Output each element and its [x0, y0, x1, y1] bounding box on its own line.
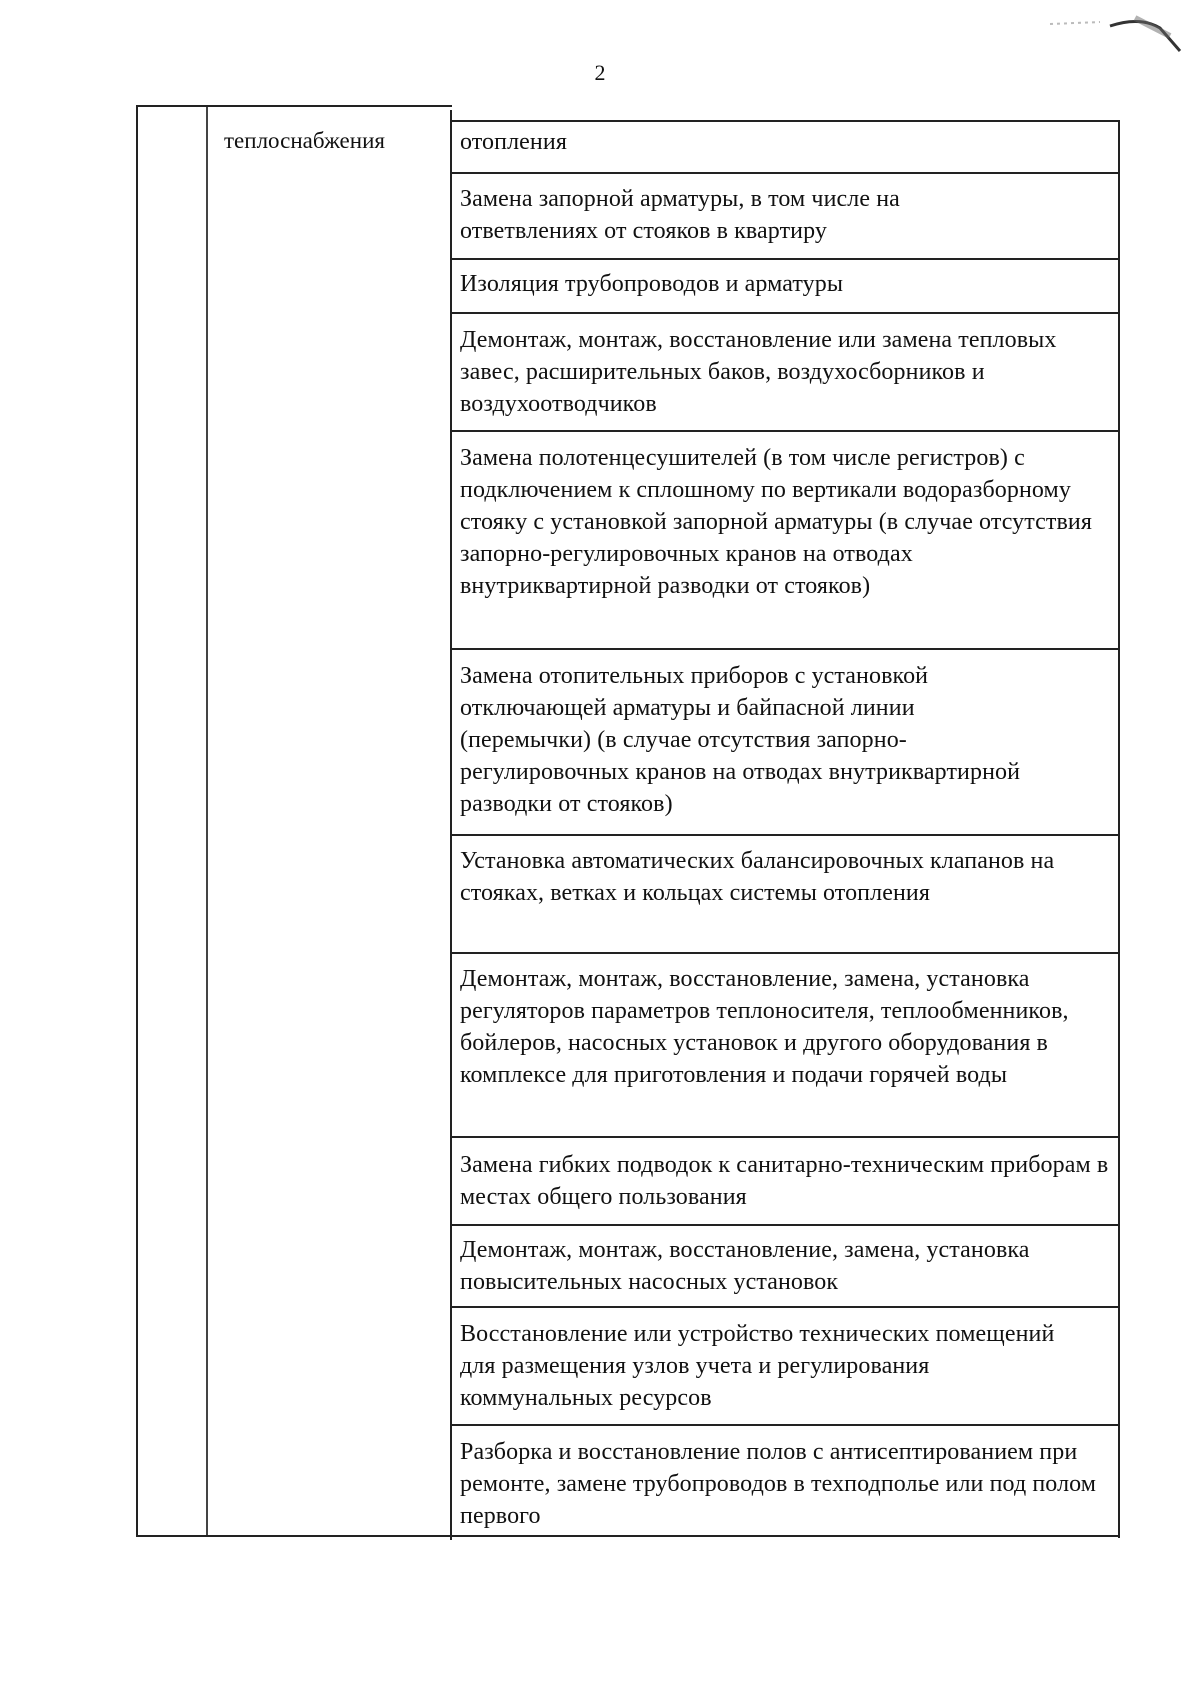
row-divider [452, 648, 1120, 650]
table-cell-row-2: Замена запорной арматуры, в том числе на ответвлениях от стояков в квартиру [460, 186, 900, 244]
table-cell-row-10: Демонтаж, монтаж, восстановление, замена, установка повысительных насосных установок [460, 1237, 1030, 1295]
table-col1-divider [206, 107, 208, 1537]
row-divider [452, 952, 1120, 954]
row-divider [452, 1224, 1120, 1226]
table-left-border [136, 105, 138, 1537]
row-divider [452, 834, 1120, 836]
table-cell-row-12: Разборка и восстановление полов с антисептированием при ремонте, замене трубопроводов в техподполье или под полом первого [460, 1439, 1097, 1529]
table-cell-row-8: Демонтаж, монтаж, восстановление, замена, установка регуляторов параметров теплоносителя, теплообменников, бойлеров, насосных установок и другого оборудования в комплексе для приготовления и подачи горячей воды [460, 966, 1069, 1088]
table-cell-system: теплоснабжения [224, 128, 385, 153]
table-cell-row-3: Изоляция трубопроводов и арматуры [460, 271, 844, 297]
page-number: 2 [594, 60, 606, 85]
row-divider [452, 1424, 1120, 1426]
table-cell-row-5: Замена полотенцесушителей (в том числе регистров) с подключением к сплошному по вертикали водоразборному стояку с установкой запорной арматуры (в случае отсутствия запорно-регулировочных кранов на отводах внутриквартирной разводки от стояков) [460, 445, 1092, 599]
table-cell-row-4: Демонтаж, монтаж, восстановление или замена тепловых завес, расширительных баков, воздухосборников и воздухоотводчиков [460, 327, 1057, 417]
table-cell-row-6: Замена отопительных приборов с установкой отключающей арматуры и байпасной линии (перемычки) (в случае отсутствия запорно-регулировочных кранов на отводах внутриквартирной разводки от стояков) [460, 663, 1021, 817]
row-divider [452, 430, 1120, 432]
table-right-border [1118, 120, 1120, 1538]
row-divider [452, 1136, 1120, 1138]
table-col2-divider [450, 110, 452, 1540]
row-divider [452, 258, 1120, 260]
table-top-border-left [136, 105, 452, 107]
table-cell-row-9: Замена гибких подводок к санитарно-техническим приборам в местах общего пользования [460, 1152, 1109, 1210]
row-divider [452, 172, 1120, 174]
scan-artifact [1040, 6, 1190, 56]
row-divider [452, 312, 1120, 314]
table-cell-row-11: Восстановление или устройство технических помещений для размещения узлов учета и регулирования коммунальных ресурсов [460, 1321, 1055, 1411]
row-divider [452, 1306, 1120, 1308]
table-cell-row-1: отопления [460, 129, 567, 155]
table-bottom-border [136, 1535, 1120, 1537]
table-cell-row-7: Установка автоматических балансировочных клапанов на стояках, ветках и кольцах системы отопления [460, 848, 1055, 906]
table-top-border-right [450, 120, 1120, 122]
